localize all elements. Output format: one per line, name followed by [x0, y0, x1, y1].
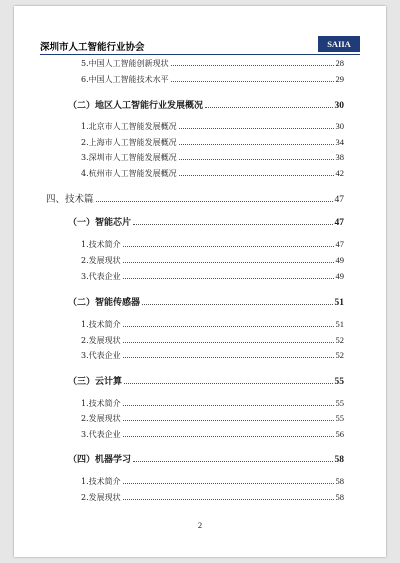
toc-entry[interactable] [68, 215, 344, 228]
toc-leader-dots [171, 81, 334, 82]
toc-leader-dots [123, 246, 334, 247]
toc-entry[interactable] [81, 492, 344, 503]
toc-entry[interactable] [81, 319, 344, 330]
toc-entry-page: 38 [335, 152, 344, 162]
header-logo-badge: SAIIA [318, 36, 360, 52]
toc-entry[interactable] [81, 271, 344, 282]
toc-leader-dots [123, 262, 334, 263]
toc-leader-dots [96, 201, 333, 202]
toc-entry-page: 34 [335, 137, 344, 147]
toc-entry-page: 29 [335, 74, 344, 84]
toc-entry-label: 3.代表企业 [81, 351, 121, 360]
toc-entry-label: 1.技术简介 [81, 477, 121, 486]
toc-leader-dots [171, 65, 334, 66]
toc-leader-dots [142, 304, 332, 305]
toc-entry-label: （二）智能传感器 [68, 298, 141, 308]
toc-entry-label: 3.代表企业 [81, 272, 121, 281]
header-divider [40, 54, 360, 55]
toc-entry-page: 28 [335, 58, 344, 68]
toc-entry[interactable] [81, 121, 344, 132]
toc-leader-dots [123, 357, 334, 358]
toc-leader-dots [123, 326, 334, 327]
page-header [40, 36, 360, 56]
toc-leader-dots [123, 342, 334, 343]
toc-entry-label: 2.发展现状 [81, 493, 121, 502]
toc-entry-page: 55 [335, 413, 344, 423]
toc-entry-page: 30 [335, 121, 344, 131]
toc-entry[interactable] [68, 452, 344, 465]
toc-entry[interactable] [81, 152, 344, 163]
toc-leader-dots [205, 107, 332, 108]
toc-leader-dots [123, 420, 334, 421]
toc-entry[interactable] [81, 335, 344, 346]
toc-leader-dots [123, 436, 334, 437]
toc-entry-label: 四、技术篇 [46, 194, 94, 205]
toc-entry-page: 52 [335, 335, 344, 345]
toc-entry-label: 3.深圳市人工智能发展概况 [81, 153, 177, 162]
toc-entry-page: 55 [334, 377, 344, 387]
toc-leader-dots [133, 224, 332, 225]
toc-leader-dots [179, 175, 334, 176]
toc-entry[interactable] [81, 350, 344, 361]
toc-entry-page: 56 [335, 429, 344, 439]
toc-entry-label: 2.上海市人工智能发展概况 [81, 138, 177, 147]
toc-entry[interactable] [46, 191, 344, 205]
toc-entry-page: 52 [335, 350, 344, 360]
toc-entry-page: 42 [335, 168, 344, 178]
toc-entry[interactable] [68, 374, 344, 387]
toc-entry[interactable] [81, 476, 344, 487]
toc-leader-dots [124, 383, 332, 384]
toc-entry-label: （四）机器学习 [68, 455, 132, 465]
toc-entry-label: 5.中国人工智能创新现状 [81, 59, 169, 68]
toc-leader-dots [179, 144, 334, 145]
toc-entry-label: 1.技术简介 [81, 240, 121, 249]
toc-entry-page: 49 [335, 255, 344, 265]
toc-entry-page: 55 [335, 398, 344, 408]
toc-entry[interactable] [81, 137, 344, 148]
toc-leader-dots [179, 128, 334, 129]
toc-leader-dots [133, 461, 332, 462]
toc-entry-page: 51 [334, 298, 344, 308]
toc-entry-label: （一）智能芯片 [68, 218, 132, 228]
toc-entry-label: （二）地区人工智能行业发展概况 [68, 101, 204, 111]
toc-entry-label: 1.技术简介 [81, 320, 121, 329]
toc-entry[interactable] [68, 98, 344, 111]
toc-entry[interactable] [68, 295, 344, 308]
toc-leader-dots [123, 405, 334, 406]
header-title: 深圳市人工智能行业协会 [40, 42, 145, 53]
toc-entry-page: 30 [334, 101, 344, 111]
toc-entry[interactable] [81, 74, 344, 85]
toc-entry-page: 47 [334, 195, 344, 205]
toc-entry-page: 58 [334, 455, 344, 465]
toc-entry-label: 1.北京市人工智能发展概况 [81, 122, 177, 131]
document-page [14, 6, 386, 557]
toc-leader-dots [123, 483, 334, 484]
toc-entry-page: 47 [335, 239, 344, 249]
toc-entry-label: 6.中国人工智能技术水平 [81, 75, 169, 84]
toc-leader-dots [123, 499, 334, 500]
toc-leader-dots [123, 278, 334, 279]
toc-entry-page: 49 [335, 271, 344, 281]
toc-entry[interactable] [81, 239, 344, 250]
toc-leader-dots [179, 159, 334, 160]
page-number: 2 [197, 520, 203, 530]
toc-entry[interactable] [81, 168, 344, 179]
toc-entry-page: 51 [335, 319, 344, 329]
toc-entry[interactable] [81, 398, 344, 409]
toc-entry-label: 2.发展现状 [81, 256, 121, 265]
toc-entry[interactable] [81, 413, 344, 424]
toc-entry-label: 1.技术简介 [81, 399, 121, 408]
toc-entry-page: 47 [334, 218, 344, 228]
toc-entry-label: （三）云计算 [68, 377, 123, 387]
toc-entry-page: 58 [335, 492, 344, 502]
toc-entry-page: 58 [335, 476, 344, 486]
toc-entry-label: 2.发展现状 [81, 414, 121, 423]
toc-entry-label: 2.发展现状 [81, 336, 121, 345]
toc-entry-label: 4.杭州市人工智能发展概况 [81, 169, 177, 178]
toc-entry[interactable] [81, 58, 344, 69]
toc-entry-label: 3.代表企业 [81, 430, 121, 439]
toc-entry[interactable] [81, 255, 344, 266]
toc-entry[interactable] [81, 429, 344, 440]
